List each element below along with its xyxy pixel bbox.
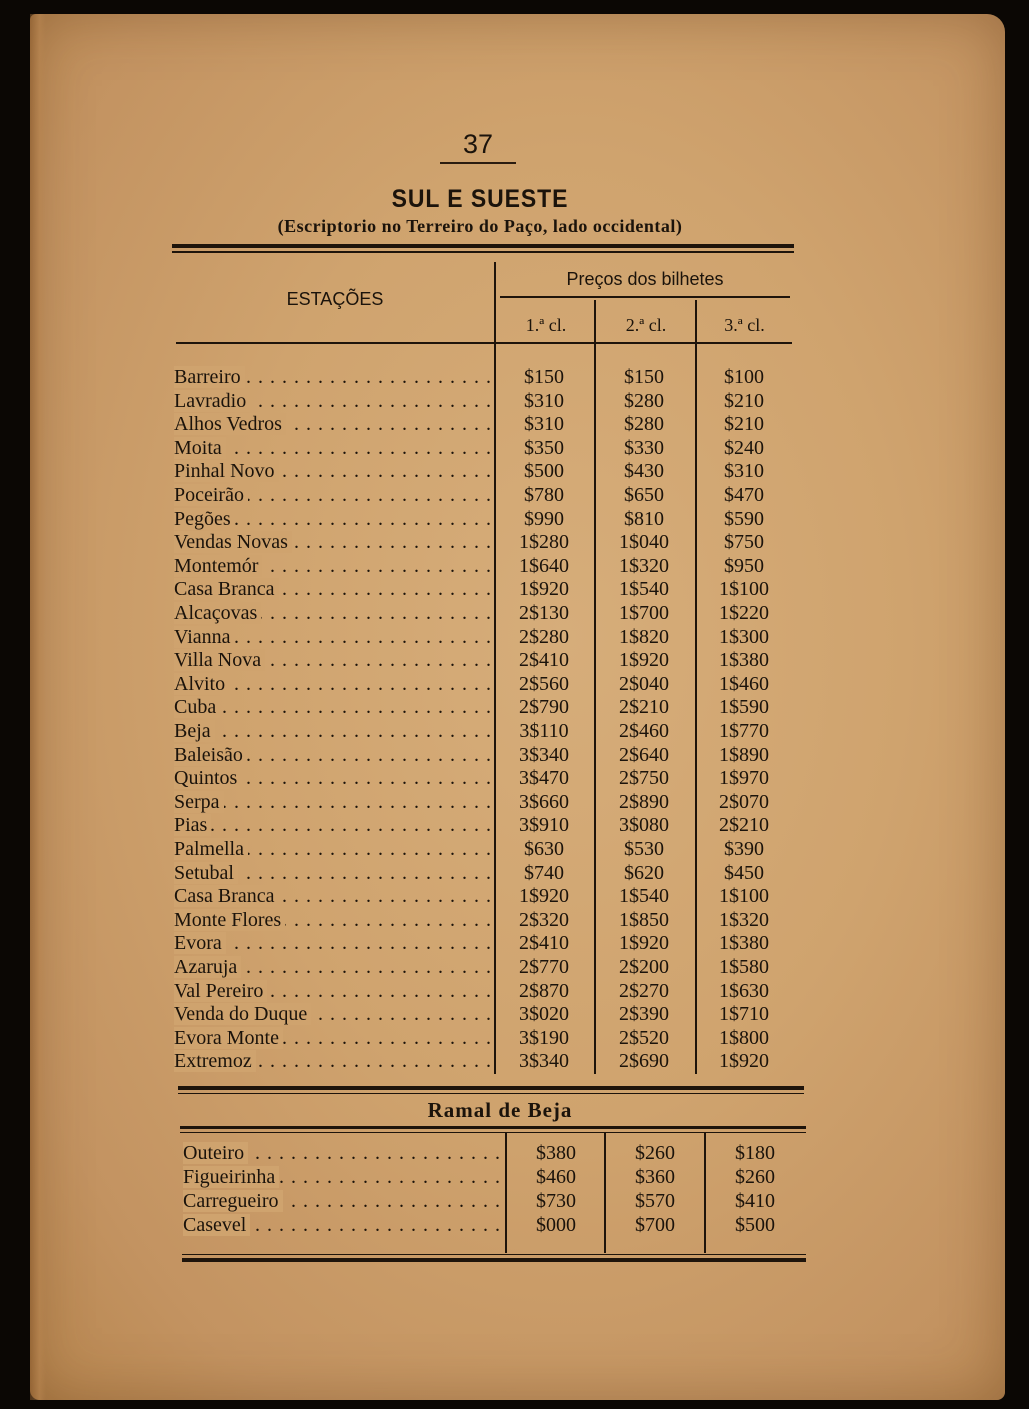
station-cell	[174, 767, 492, 791]
station-cell	[174, 909, 492, 933]
fare-class-2: 1$850	[619, 908, 669, 931]
station-name: Carregueiro	[183, 1190, 283, 1212]
fare-class-2: 1$920	[619, 649, 669, 672]
station-cell	[174, 508, 492, 532]
table-row	[174, 814, 794, 838]
fare-class-3: $950	[724, 554, 764, 577]
table-row	[174, 1027, 794, 1051]
fare-class-3: 1$580	[719, 956, 769, 978]
fare-class-2: $650	[624, 484, 664, 506]
branch-header-rule-thin	[180, 1132, 806, 1133]
fare-class-3: $390	[724, 838, 764, 860]
station-cell	[174, 720, 492, 744]
table-row	[174, 531, 794, 555]
fare-class-2: $430	[624, 460, 664, 483]
table-row	[174, 932, 794, 956]
station-cell	[183, 1142, 501, 1166]
table-row	[174, 437, 794, 461]
fare-class-3: 1$220	[719, 602, 769, 624]
fare-class-1: 3$190	[519, 1026, 569, 1049]
fare-class-3: $470	[724, 484, 764, 506]
fare-class-3: 1$890	[719, 743, 769, 766]
station-cell	[174, 744, 492, 768]
station-name: Pias	[174, 814, 211, 836]
fare-class-2: $700	[635, 1214, 675, 1236]
prices-header-rule	[500, 296, 790, 298]
station-name: Villa Nova	[174, 649, 265, 671]
station-name: Barreiro	[174, 366, 245, 388]
header-bottom-rule	[176, 342, 792, 344]
fare-class-2: $260	[635, 1142, 675, 1164]
fare-class-1: $460	[536, 1166, 576, 1188]
station-name: Evora	[174, 932, 226, 954]
branch-header-rule	[180, 1126, 806, 1129]
table-row	[174, 838, 794, 862]
station-name: Outeiro	[183, 1142, 248, 1164]
station-name: Azaruja	[174, 956, 241, 978]
bottom-rule-thin	[182, 1254, 806, 1255]
station-cell	[183, 1166, 501, 1190]
class1-header: 1.ª cl.	[525, 315, 567, 335]
station-cell	[174, 578, 492, 602]
fare-class-1: $150	[524, 366, 564, 388]
station-cell	[174, 696, 492, 720]
fare-class-2: $330	[624, 436, 664, 459]
fare-class-2: $810	[624, 507, 664, 530]
station-cell	[174, 649, 492, 673]
table-row	[183, 1142, 803, 1166]
fare-class-1: $780	[524, 484, 564, 506]
station-name: Alvito	[174, 673, 229, 695]
fare-class-2: 1$700	[619, 602, 669, 624]
station-name: Poceirão	[174, 484, 248, 506]
fare-class-3: $450	[724, 861, 764, 884]
fare-class-1: 2$280	[519, 625, 569, 648]
fare-class-3: 2$070	[719, 790, 769, 813]
station-cell	[174, 814, 492, 838]
station-name: Val Pereiro	[174, 980, 267, 1002]
top-rule-thin	[172, 251, 794, 253]
station-name: Alhos Vedros	[174, 413, 286, 435]
fare-class-1: $730	[536, 1190, 576, 1212]
table-row	[174, 602, 794, 626]
fare-class-1: $350	[524, 436, 564, 459]
fare-class-3: $180	[735, 1142, 775, 1164]
fare-class-1: $310	[524, 389, 564, 412]
station-cell	[174, 791, 492, 815]
station-name: Pegões	[174, 508, 235, 530]
station-cell	[174, 484, 492, 508]
fare-class-3: 1$380	[719, 649, 769, 672]
fare-class-1: 3$910	[519, 814, 569, 837]
table-row	[183, 1214, 803, 1238]
station-cell	[174, 626, 492, 650]
station-name: Casa Branca	[174, 885, 279, 907]
station-cell	[174, 390, 492, 414]
fare-class-2: 2$200	[619, 956, 669, 978]
fare-class-2: 2$460	[619, 720, 669, 742]
station-cell	[183, 1214, 501, 1238]
fare-class-1: $380	[536, 1142, 576, 1164]
branch-top-rule-thick	[178, 1086, 804, 1090]
table-row	[174, 885, 794, 909]
fare-class-1: 1$640	[519, 554, 569, 577]
page-spine-shadow	[30, 14, 46, 1400]
fare-class-2: $280	[624, 413, 664, 436]
page-title: SUL E SUESTE	[391, 185, 569, 213]
stations-header: ESTAÇÕES	[286, 289, 384, 309]
station-name: Moita	[174, 437, 226, 459]
fare-class-3: 2$210	[719, 814, 769, 837]
fare-class-1: 3$660	[519, 790, 569, 813]
class3-header: 3.ª cl.	[724, 315, 765, 335]
table-row	[174, 578, 794, 602]
fare-class-3: $750	[724, 531, 764, 554]
table-row	[174, 980, 794, 1004]
fare-class-1: 2$870	[519, 979, 569, 1002]
fare-class-3: 1$800	[719, 1026, 769, 1049]
table-row	[183, 1166, 803, 1190]
fare-class-1: 3$110	[519, 720, 569, 742]
fare-class-2: $360	[635, 1166, 675, 1188]
table-row	[174, 460, 794, 484]
station-name: Figueirinha	[183, 1166, 279, 1188]
station-cell	[174, 673, 492, 697]
fare-class-2: 2$640	[619, 743, 669, 766]
fare-class-2: $150	[624, 366, 664, 388]
station-cell	[174, 1003, 492, 1027]
table-row	[174, 366, 794, 390]
station-name: Quintos	[174, 767, 241, 789]
fare-class-3: 1$460	[719, 672, 769, 695]
station-name: Vianna	[174, 626, 235, 648]
branch-top-rule-thin	[178, 1093, 804, 1094]
table-row	[174, 626, 794, 650]
fare-class-3: $260	[735, 1166, 775, 1188]
table-row	[174, 555, 794, 579]
fare-class-3: $240	[724, 436, 764, 459]
fare-class-1: 2$770	[519, 956, 569, 978]
fare-class-2: 2$520	[619, 1026, 669, 1049]
fare-class-3: 1$590	[719, 696, 769, 719]
station-name: Pinhal Novo	[174, 460, 279, 482]
station-name: Cuba	[174, 696, 220, 718]
fare-class-1: 1$280	[519, 531, 569, 554]
station-cell	[174, 932, 492, 956]
fare-class-1: $310	[524, 413, 564, 436]
fare-class-2: 2$270	[619, 979, 669, 1002]
fare-class-3: 1$300	[719, 625, 769, 648]
station-cell	[174, 602, 492, 626]
station-cell	[174, 555, 492, 579]
fare-class-1: 3$470	[519, 767, 569, 790]
fare-class-2: $620	[624, 861, 664, 884]
station-cell	[174, 956, 492, 980]
station-cell	[174, 460, 492, 484]
fare-class-3: 1$380	[719, 932, 769, 955]
fare-class-3: $210	[724, 389, 764, 412]
station-name: Casevel	[183, 1214, 250, 1236]
fare-class-2: 2$690	[619, 1050, 669, 1073]
fare-class-1: 1$920	[519, 885, 569, 908]
station-cell	[174, 366, 492, 390]
fare-class-1: $990	[524, 507, 564, 530]
fare-class-3: 1$710	[719, 1003, 769, 1026]
fare-class-2: $280	[624, 389, 664, 412]
fare-class-2: 2$040	[619, 672, 669, 695]
fare-class-2: 2$750	[619, 767, 669, 790]
station-name: Serpa	[174, 791, 224, 813]
station-name: Vendas Novas	[174, 531, 292, 553]
station-cell	[174, 437, 492, 461]
fare-class-1: 3$020	[519, 1003, 569, 1026]
fare-class-2: 1$540	[619, 885, 669, 908]
fare-class-1: 2$320	[519, 908, 569, 931]
table-row	[174, 508, 794, 532]
top-rule-thick	[172, 244, 794, 248]
station-name: Extremoz	[174, 1050, 256, 1072]
fare-class-2: 1$540	[619, 578, 669, 601]
station-name: Evora Monte	[174, 1027, 283, 1049]
fare-class-3: 1$770	[719, 720, 769, 742]
fare-class-3: 1$970	[719, 767, 769, 790]
station-cell	[174, 885, 492, 909]
station-cell	[174, 1027, 492, 1051]
station-cell	[174, 838, 492, 862]
fare-class-2: $530	[624, 838, 664, 860]
fare-class-1: 3$340	[519, 1050, 569, 1073]
table-row	[174, 956, 794, 980]
fare-class-1: 2$560	[519, 672, 569, 695]
fare-class-2: 1$920	[619, 932, 669, 955]
table-row	[183, 1190, 803, 1214]
table-row	[174, 720, 794, 744]
fare-class-3: $310	[724, 460, 764, 483]
table-row	[174, 862, 794, 886]
station-name: Montemór	[174, 555, 262, 577]
table-row	[174, 791, 794, 815]
fare-class-3: $100	[724, 366, 764, 388]
table-row	[174, 390, 794, 414]
fare-class-1: $740	[524, 861, 564, 884]
fare-class-1: 1$920	[519, 578, 569, 601]
fare-class-1: 2$790	[519, 696, 569, 719]
page-subtitle: (Escriptorio no Terreiro do Paço, lado occidental)	[277, 216, 683, 236]
station-name: Lavradio	[174, 390, 250, 412]
fare-class-2: 2$210	[619, 696, 669, 719]
fare-class-3: $500	[735, 1214, 775, 1236]
table-row	[174, 484, 794, 508]
fare-class-1: $000	[536, 1214, 576, 1236]
fare-class-2: 3$080	[619, 814, 669, 837]
fare-class-2: 1$040	[619, 531, 669, 554]
fare-class-2: 1$820	[619, 625, 669, 648]
station-cell	[183, 1190, 501, 1214]
branch-title: Ramal de Beja	[427, 1098, 573, 1122]
fare-class-1: 2$130	[519, 602, 569, 624]
table-row	[174, 649, 794, 673]
fare-class-3: 1$100	[719, 885, 769, 908]
fare-class-3: 1$630	[719, 979, 769, 1002]
fare-class-3: $410	[735, 1190, 775, 1212]
fare-class-2: $570	[635, 1190, 675, 1212]
station-name: Baleisão	[174, 744, 247, 766]
fare-class-3: $210	[724, 413, 764, 436]
fare-class-1: 2$410	[519, 932, 569, 955]
table-row	[174, 413, 794, 437]
fare-class-2: 2$390	[619, 1003, 669, 1026]
station-name: Monte Flores	[174, 909, 285, 931]
fare-class-1: 2$410	[519, 649, 569, 672]
prices-header: Preços dos bilhetes	[566, 269, 724, 289]
fare-class-2: 2$890	[619, 790, 669, 813]
table-row	[174, 909, 794, 933]
table-row	[174, 767, 794, 791]
class2-header: 2.ª cl.	[625, 315, 667, 335]
station-cell	[174, 862, 492, 886]
page-number: 37	[440, 128, 516, 164]
fare-class-1: 3$340	[519, 743, 569, 766]
station-cell	[174, 413, 492, 437]
fare-class-1: $630	[524, 838, 564, 860]
fare-class-2: 1$320	[619, 554, 669, 577]
fare-class-1: $500	[524, 460, 564, 483]
station-cell	[174, 531, 492, 555]
station-name: Setubal	[174, 862, 238, 884]
station-name: Palmella	[174, 838, 248, 860]
table-row	[174, 1050, 794, 1074]
station-name: Venda do Duque	[174, 1003, 311, 1025]
table-row	[174, 1003, 794, 1027]
station-name: Beja	[174, 720, 215, 742]
fare-class-3: $590	[724, 507, 764, 530]
station-name: Alcaçovas	[174, 602, 261, 624]
fare-class-3: 1$320	[719, 908, 769, 931]
bottom-rule-thick	[182, 1258, 806, 1262]
table-row	[174, 744, 794, 768]
station-name: Casa Branca	[174, 578, 279, 600]
table-row	[174, 696, 794, 720]
station-cell	[174, 1050, 492, 1074]
table-row	[174, 673, 794, 697]
fare-class-3: 1$920	[719, 1050, 769, 1073]
fare-class-3: 1$100	[719, 578, 769, 601]
station-cell	[174, 980, 492, 1004]
